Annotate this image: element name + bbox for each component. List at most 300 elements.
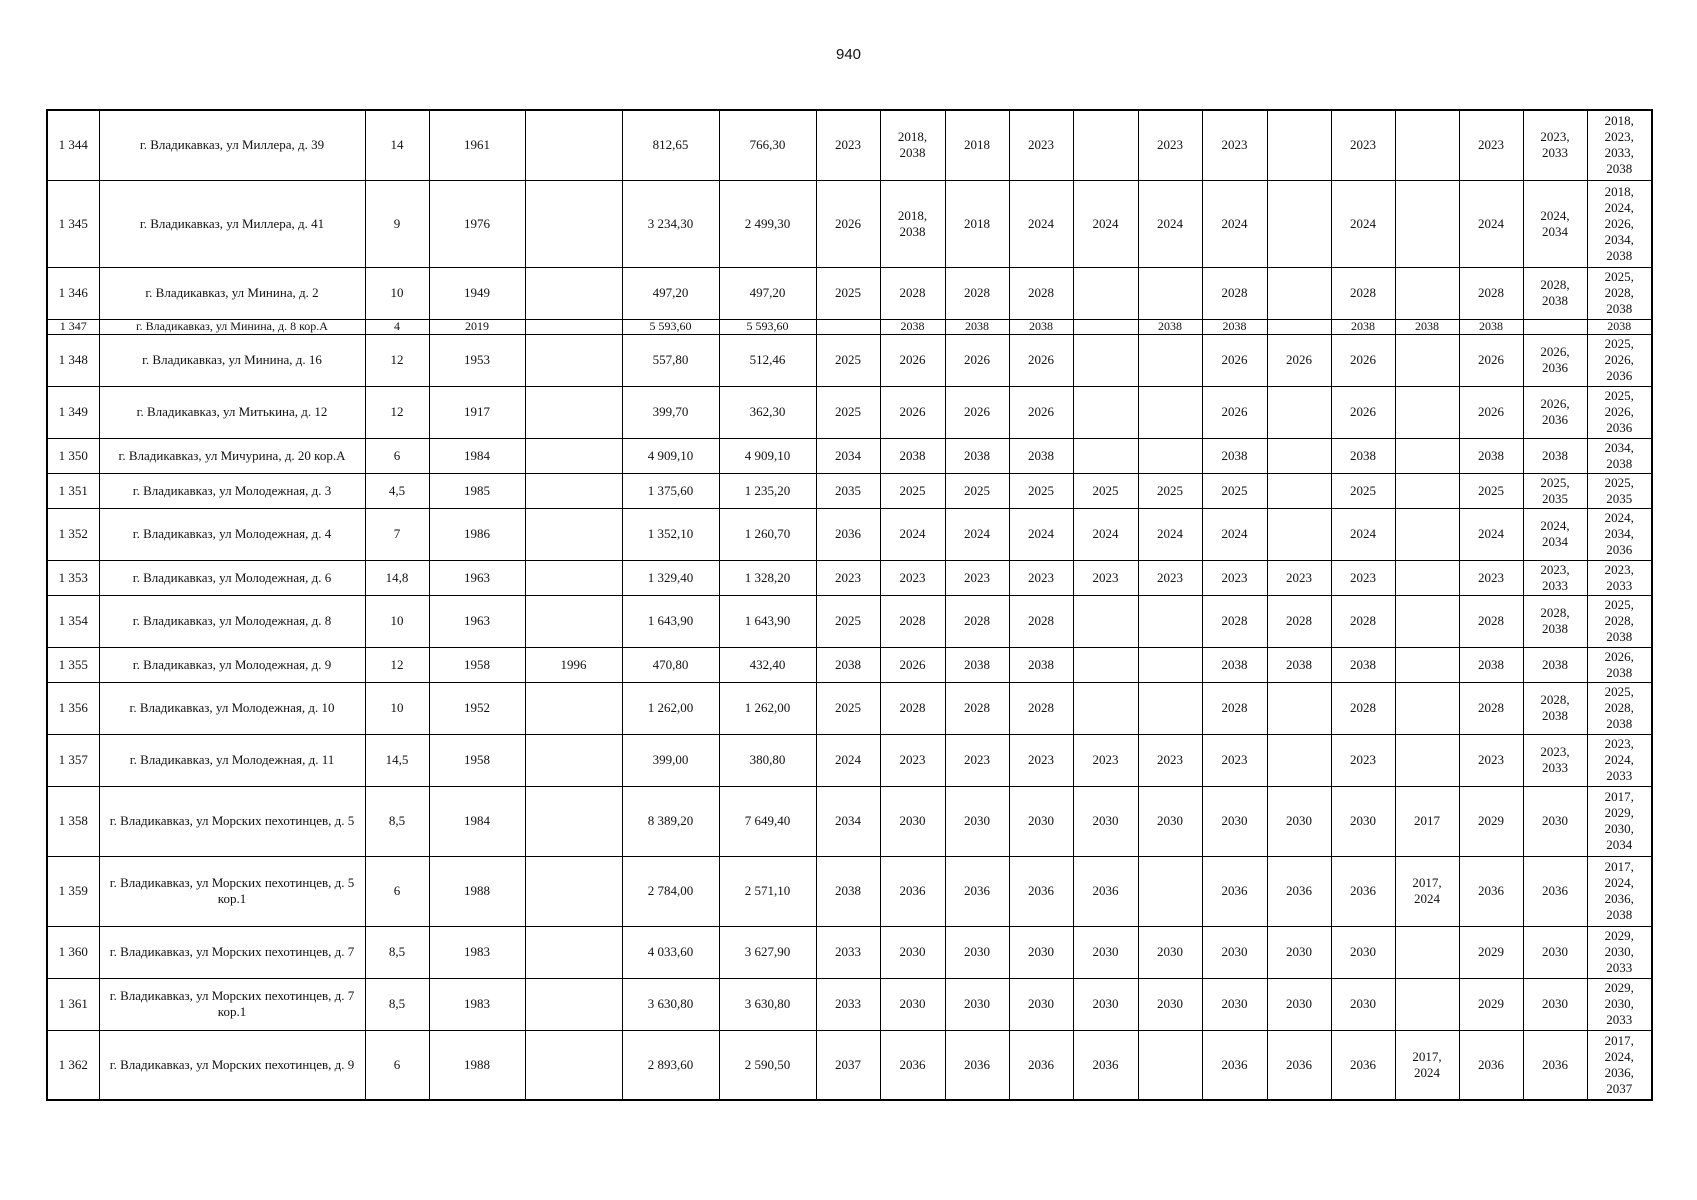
cell-hot-water-repair-year: 2030: [1138, 786, 1202, 856]
cell-cold-water-repair-year: 2028: [1202, 682, 1267, 734]
cell-living-area: 1 328,20: [719, 560, 816, 595]
cell-basement-repair-year: 2023: [1009, 734, 1073, 786]
cell-basement-repair-year: 2030: [1009, 786, 1073, 856]
cell-electric-repair-year: 2026: [1459, 334, 1523, 386]
table-row: [47, 978, 1652, 1030]
cell-build-year: 1961: [429, 110, 525, 180]
cell-foundation-repair-year: 2018: [945, 180, 1009, 267]
cell-living-area: 3 627,90: [719, 926, 816, 978]
cell-roof-repair-year: [816, 319, 880, 334]
cell-electric-repair-year: 2036: [1459, 1030, 1523, 1100]
cell-gas-repair-year: 2036: [1267, 856, 1331, 926]
cell-sewer-repair-year: 2026: [1331, 386, 1395, 438]
cell-foundation-repair-year: 2036: [945, 1030, 1009, 1100]
cell-elevator-repair-year: [1395, 978, 1459, 1030]
cell-elevator-repair-year: 2017, 2024: [1395, 856, 1459, 926]
cell-hot-water-repair-year: 2038: [1138, 319, 1202, 334]
cell-heating-repair-year: 2030: [1073, 926, 1138, 978]
cell-gas-repair-year: 2038: [1267, 647, 1331, 682]
cell-wear-percent: 14,8: [365, 560, 429, 595]
housing-repair-schedule-table: [46, 109, 1653, 1101]
cell-cold-water-repair-year: 2025: [1202, 473, 1267, 508]
cell-address: г. Владикавказ, ул Морских пехотинцев, д. 7 кор.1: [99, 978, 365, 1030]
cell-cold-water-repair-year: 2038: [1202, 647, 1267, 682]
cell-heating-repair-year: 2024: [1073, 508, 1138, 560]
cell-build-year: 1986: [429, 508, 525, 560]
cell-wear-percent: 6: [365, 438, 429, 473]
cell-gas-repair-year: 2028: [1267, 595, 1331, 647]
cell-cold-water-repair-year: 2024: [1202, 508, 1267, 560]
cell-reconstruction-year: [525, 386, 622, 438]
cell-gas-repair-year: [1267, 682, 1331, 734]
cell-facade-repair-year: 2028: [880, 267, 945, 319]
table-row: [47, 334, 1652, 386]
cell-reconstruction-year: [525, 319, 622, 334]
cell-gas-repair-year: [1267, 734, 1331, 786]
table-row: [47, 386, 1652, 438]
cell-hot-water-repair-year: [1138, 682, 1202, 734]
cell-basement-repair-year: 2026: [1009, 334, 1073, 386]
cell-hot-water-repair-year: 2030: [1138, 926, 1202, 978]
cell-electric-repair-year: 2038: [1459, 647, 1523, 682]
cell-metering-install-year: 2026, 2036: [1523, 334, 1587, 386]
cell-living-area: 1 643,90: [719, 595, 816, 647]
cell-sewer-repair-year: 2038: [1331, 438, 1395, 473]
cell-elevator-repair-year: [1395, 560, 1459, 595]
cell-total-area: 1 352,10: [622, 508, 719, 560]
cell-metering-install-year: 2028, 2038: [1523, 267, 1587, 319]
cell-build-year: 1988: [429, 856, 525, 926]
cell-cold-water-repair-year: 2023: [1202, 560, 1267, 595]
cell-metering-install-year: 2036: [1523, 856, 1587, 926]
cell-total-area: 3 234,30: [622, 180, 719, 267]
cell-heating-repair-year: 2025: [1073, 473, 1138, 508]
cell-gas-repair-year: [1267, 438, 1331, 473]
cell-metering-install-year: 2024, 2034: [1523, 508, 1587, 560]
cell-living-area: 4 909,10: [719, 438, 816, 473]
cell-hot-water-repair-year: [1138, 438, 1202, 473]
cell-elevator-repair-year: [1395, 438, 1459, 473]
cell-foundation-repair-year: 2026: [945, 386, 1009, 438]
cell-foundation-repair-year: 2030: [945, 926, 1009, 978]
cell-elevator-repair-year: [1395, 508, 1459, 560]
cell-roof-repair-year: 2025: [816, 682, 880, 734]
cell-electric-repair-year: 2036: [1459, 856, 1523, 926]
cell-hot-water-repair-year: 2025: [1138, 473, 1202, 508]
cell-row-number: 1 345: [47, 180, 99, 267]
cell-facade-repair-year: 2025: [880, 473, 945, 508]
cell-reconstruction-year: [525, 508, 622, 560]
table-row: [47, 786, 1652, 856]
cell-metering-install-year: 2030: [1523, 978, 1587, 1030]
cell-total-area: 470,80: [622, 647, 719, 682]
cell-heating-repair-year: 2024: [1073, 180, 1138, 267]
cell-wear-percent: 8,5: [365, 786, 429, 856]
cell-address: г. Владикавказ, ул Молодежная, д. 6: [99, 560, 365, 595]
cell-elevator-repair-year: [1395, 473, 1459, 508]
cell-facade-repair-year: 2028: [880, 682, 945, 734]
cell-sewer-repair-year: 2028: [1331, 595, 1395, 647]
cell-basement-repair-year: 2036: [1009, 856, 1073, 926]
cell-row-number: 1 362: [47, 1030, 99, 1100]
cell-total-area: 4 909,10: [622, 438, 719, 473]
cell-foundation-repair-year: 2038: [945, 319, 1009, 334]
cell-basement-repair-year: 2028: [1009, 682, 1073, 734]
cell-address: г. Владикавказ, ул Молодежная, д. 9: [99, 647, 365, 682]
cell-electric-repair-year: 2029: [1459, 926, 1523, 978]
cell-foundation-repair-year: 2026: [945, 334, 1009, 386]
cell-build-year: 1985: [429, 473, 525, 508]
cell-overall-repair-years: 2034, 2038: [1587, 438, 1652, 473]
page-number: 940: [835, 46, 862, 63]
cell-sewer-repair-year: 2038: [1331, 647, 1395, 682]
table-row: [47, 1030, 1652, 1100]
cell-sewer-repair-year: 2036: [1331, 856, 1395, 926]
cell-heating-repair-year: [1073, 682, 1138, 734]
cell-address: г. Владикавказ, ул Морских пехотинцев, д. 5 кор.1: [99, 856, 365, 926]
cell-roof-repair-year: 2038: [816, 856, 880, 926]
cell-total-area: 497,20: [622, 267, 719, 319]
cell-heating-repair-year: [1073, 334, 1138, 386]
cell-electric-repair-year: 2029: [1459, 786, 1523, 856]
cell-build-year: 1952: [429, 682, 525, 734]
cell-living-area: 362,30: [719, 386, 816, 438]
table-row: [47, 473, 1652, 508]
cell-wear-percent: 12: [365, 647, 429, 682]
cell-wear-percent: 12: [365, 334, 429, 386]
cell-total-area: 8 389,20: [622, 786, 719, 856]
cell-address: г. Владикавказ, ул Минина, д. 16: [99, 334, 365, 386]
cell-basement-repair-year: 2028: [1009, 267, 1073, 319]
cell-sewer-repair-year: 2030: [1331, 786, 1395, 856]
cell-overall-repair-years: 2025, 2028, 2038: [1587, 595, 1652, 647]
cell-foundation-repair-year: 2036: [945, 856, 1009, 926]
cell-hot-water-repair-year: [1138, 334, 1202, 386]
cell-roof-repair-year: 2026: [816, 180, 880, 267]
cell-basement-repair-year: 2038: [1009, 647, 1073, 682]
cell-living-area: 512,46: [719, 334, 816, 386]
cell-total-area: 557,80: [622, 334, 719, 386]
cell-sewer-repair-year: 2025: [1331, 473, 1395, 508]
cell-facade-repair-year: 2030: [880, 978, 945, 1030]
cell-row-number: 1 351: [47, 473, 99, 508]
cell-wear-percent: 4,5: [365, 473, 429, 508]
cell-total-area: 4 033,60: [622, 926, 719, 978]
cell-overall-repair-years: 2025, 2028, 2038: [1587, 267, 1652, 319]
cell-reconstruction-year: [525, 978, 622, 1030]
cell-row-number: 1 356: [47, 682, 99, 734]
cell-sewer-repair-year: 2024: [1331, 508, 1395, 560]
cell-foundation-repair-year: 2030: [945, 978, 1009, 1030]
cell-hot-water-repair-year: 2023: [1138, 734, 1202, 786]
cell-foundation-repair-year: 2023: [945, 734, 1009, 786]
cell-wear-percent: 8,5: [365, 978, 429, 1030]
cell-basement-repair-year: 2024: [1009, 508, 1073, 560]
cell-elevator-repair-year: 2017, 2024: [1395, 1030, 1459, 1100]
cell-foundation-repair-year: 2023: [945, 560, 1009, 595]
cell-metering-install-year: 2030: [1523, 786, 1587, 856]
cell-gas-repair-year: [1267, 473, 1331, 508]
cell-elevator-repair-year: [1395, 110, 1459, 180]
cell-facade-repair-year: 2024: [880, 508, 945, 560]
cell-reconstruction-year: [525, 334, 622, 386]
cell-hot-water-repair-year: [1138, 856, 1202, 926]
cell-metering-install-year: 2038: [1523, 438, 1587, 473]
cell-row-number: 1 344: [47, 110, 99, 180]
cell-hot-water-repair-year: [1138, 267, 1202, 319]
cell-metering-install-year: 2028, 2038: [1523, 595, 1587, 647]
cell-build-year: 1984: [429, 438, 525, 473]
cell-foundation-repair-year: 2030: [945, 786, 1009, 856]
cell-gas-repair-year: [1267, 319, 1331, 334]
table-row: [47, 647, 1652, 682]
table-row: [47, 926, 1652, 978]
table-row: [47, 110, 1652, 180]
cell-facade-repair-year: 2038: [880, 319, 945, 334]
cell-reconstruction-year: [525, 786, 622, 856]
cell-address: г. Владикавказ, ул Молодежная, д. 8: [99, 595, 365, 647]
cell-elevator-repair-year: 2017: [1395, 786, 1459, 856]
cell-basement-repair-year: 2026: [1009, 386, 1073, 438]
cell-total-area: 1 643,90: [622, 595, 719, 647]
cell-row-number: 1 357: [47, 734, 99, 786]
cell-living-area: 7 649,40: [719, 786, 816, 856]
cell-overall-repair-years: 2017, 2024, 2036, 2037: [1587, 1030, 1652, 1100]
cell-reconstruction-year: [525, 267, 622, 319]
cell-cold-water-repair-year: 2030: [1202, 926, 1267, 978]
cell-metering-install-year: 2028, 2038: [1523, 682, 1587, 734]
cell-living-area: 1 262,00: [719, 682, 816, 734]
table-row: [47, 560, 1652, 595]
cell-gas-repair-year: 2030: [1267, 786, 1331, 856]
cell-heating-repair-year: 2030: [1073, 786, 1138, 856]
cell-sewer-repair-year: 2038: [1331, 319, 1395, 334]
cell-cold-water-repair-year: 2024: [1202, 180, 1267, 267]
table-row: [47, 438, 1652, 473]
cell-build-year: 1963: [429, 560, 525, 595]
cell-reconstruction-year: [525, 110, 622, 180]
cell-row-number: 1 359: [47, 856, 99, 926]
cell-build-year: 1984: [429, 786, 525, 856]
cell-basement-repair-year: 2028: [1009, 595, 1073, 647]
cell-overall-repair-years: 2024, 2034, 2036: [1587, 508, 1652, 560]
cell-foundation-repair-year: 2028: [945, 682, 1009, 734]
cell-heating-repair-year: 2023: [1073, 734, 1138, 786]
cell-facade-repair-year: 2023: [880, 734, 945, 786]
cell-address: г. Владикавказ, ул Миллера, д. 41: [99, 180, 365, 267]
cell-build-year: 1983: [429, 978, 525, 1030]
cell-electric-repair-year: 2023: [1459, 734, 1523, 786]
cell-reconstruction-year: [525, 595, 622, 647]
cell-facade-repair-year: 2023: [880, 560, 945, 595]
cell-sewer-repair-year: 2030: [1331, 978, 1395, 1030]
cell-wear-percent: 10: [365, 267, 429, 319]
cell-living-area: 432,40: [719, 647, 816, 682]
cell-overall-repair-years: 2017, 2029, 2030, 2034: [1587, 786, 1652, 856]
cell-build-year: 1963: [429, 595, 525, 647]
cell-build-year: 1983: [429, 926, 525, 978]
cell-roof-repair-year: 2023: [816, 560, 880, 595]
cell-electric-repair-year: 2029: [1459, 978, 1523, 1030]
cell-facade-repair-year: 2026: [880, 647, 945, 682]
cell-metering-install-year: 2038: [1523, 647, 1587, 682]
cell-wear-percent: 14: [365, 110, 429, 180]
cell-foundation-repair-year: 2028: [945, 267, 1009, 319]
cell-wear-percent: 10: [365, 595, 429, 647]
cell-address: г. Владикавказ, ул Молодежная, д. 10: [99, 682, 365, 734]
cell-electric-repair-year: 2023: [1459, 110, 1523, 180]
table-row: [47, 856, 1652, 926]
cell-facade-repair-year: 2018, 2038: [880, 110, 945, 180]
cell-electric-repair-year: 2023: [1459, 560, 1523, 595]
cell-build-year: 1958: [429, 734, 525, 786]
cell-sewer-repair-year: 2023: [1331, 110, 1395, 180]
cell-address: г. Владикавказ, ул Минина, д. 8 кор.А: [99, 319, 365, 334]
cell-row-number: 1 349: [47, 386, 99, 438]
cell-living-area: 2 571,10: [719, 856, 816, 926]
table-row: [47, 734, 1652, 786]
cell-electric-repair-year: 2028: [1459, 682, 1523, 734]
cell-metering-install-year: 2036: [1523, 1030, 1587, 1100]
cell-wear-percent: 8,5: [365, 926, 429, 978]
cell-wear-percent: 7: [365, 508, 429, 560]
table-row: [47, 267, 1652, 319]
cell-electric-repair-year: 2028: [1459, 267, 1523, 319]
cell-wear-percent: 6: [365, 856, 429, 926]
cell-facade-repair-year: 2030: [880, 786, 945, 856]
cell-electric-repair-year: 2024: [1459, 180, 1523, 267]
cell-heating-repair-year: [1073, 438, 1138, 473]
cell-living-area: 766,30: [719, 110, 816, 180]
cell-cold-water-repair-year: 2038: [1202, 438, 1267, 473]
cell-sewer-repair-year: 2023: [1331, 560, 1395, 595]
cell-roof-repair-year: 2034: [816, 438, 880, 473]
cell-heating-repair-year: [1073, 110, 1138, 180]
cell-overall-repair-years: 2026, 2038: [1587, 647, 1652, 682]
cell-hot-water-repair-year: 2024: [1138, 180, 1202, 267]
cell-electric-repair-year: 2038: [1459, 438, 1523, 473]
cell-cold-water-repair-year: 2030: [1202, 786, 1267, 856]
cell-facade-repair-year: 2036: [880, 1030, 945, 1100]
cell-total-area: 1 262,00: [622, 682, 719, 734]
cell-row-number: 1 352: [47, 508, 99, 560]
cell-gas-repair-year: 2026: [1267, 334, 1331, 386]
cell-cold-water-repair-year: 2026: [1202, 334, 1267, 386]
cell-gas-repair-year: [1267, 508, 1331, 560]
cell-overall-repair-years: 2025, 2035: [1587, 473, 1652, 508]
cell-roof-repair-year: 2025: [816, 334, 880, 386]
cell-cold-water-repair-year: 2036: [1202, 856, 1267, 926]
cell-cold-water-repair-year: 2028: [1202, 267, 1267, 319]
cell-roof-repair-year: 2033: [816, 926, 880, 978]
cell-heating-repair-year: [1073, 595, 1138, 647]
cell-basement-repair-year: 2030: [1009, 926, 1073, 978]
cell-elevator-repair-year: [1395, 926, 1459, 978]
cell-overall-repair-years: 2023, 2024, 2033: [1587, 734, 1652, 786]
cell-row-number: 1 353: [47, 560, 99, 595]
cell-reconstruction-year: [525, 180, 622, 267]
cell-cold-water-repair-year: 2023: [1202, 110, 1267, 180]
cell-address: г. Владикавказ, ул Миллера, д. 39: [99, 110, 365, 180]
cell-reconstruction-year: 1996: [525, 647, 622, 682]
cell-gas-repair-year: 2030: [1267, 978, 1331, 1030]
cell-elevator-repair-year: [1395, 595, 1459, 647]
cell-foundation-repair-year: 2024: [945, 508, 1009, 560]
cell-heating-repair-year: 2036: [1073, 1030, 1138, 1100]
cell-overall-repair-years: 2025, 2026, 2036: [1587, 386, 1652, 438]
cell-overall-repair-years: 2023, 2033: [1587, 560, 1652, 595]
cell-cold-water-repair-year: 2036: [1202, 1030, 1267, 1100]
cell-total-area: 2 784,00: [622, 856, 719, 926]
cell-row-number: 1 346: [47, 267, 99, 319]
cell-row-number: 1 358: [47, 786, 99, 856]
cell-living-area: 380,80: [719, 734, 816, 786]
cell-facade-repair-year: 2030: [880, 926, 945, 978]
cell-roof-repair-year: 2034: [816, 786, 880, 856]
cell-row-number: 1 354: [47, 595, 99, 647]
cell-cold-water-repair-year: 2028: [1202, 595, 1267, 647]
cell-overall-repair-years: 2018, 2024, 2026, 2034, 2038: [1587, 180, 1652, 267]
cell-hot-water-repair-year: [1138, 647, 1202, 682]
cell-overall-repair-years: 2025, 2026, 2036: [1587, 334, 1652, 386]
cell-wear-percent: 9: [365, 180, 429, 267]
cell-reconstruction-year: [525, 1030, 622, 1100]
cell-basement-repair-year: 2038: [1009, 319, 1073, 334]
cell-wear-percent: 14,5: [365, 734, 429, 786]
cell-metering-install-year: 2026, 2036: [1523, 386, 1587, 438]
cell-build-year: 1949: [429, 267, 525, 319]
cell-heating-repair-year: 2030: [1073, 978, 1138, 1030]
cell-overall-repair-years: 2017, 2024, 2036, 2038: [1587, 856, 1652, 926]
cell-gas-repair-year: [1267, 180, 1331, 267]
cell-wear-percent: 4: [365, 319, 429, 334]
cell-address: г. Владикавказ, ул Минина, д. 2: [99, 267, 365, 319]
cell-basement-repair-year: 2030: [1009, 978, 1073, 1030]
cell-foundation-repair-year: 2038: [945, 647, 1009, 682]
cell-sewer-repair-year: 2028: [1331, 682, 1395, 734]
cell-elevator-repair-year: 2038: [1395, 319, 1459, 334]
cell-wear-percent: 12: [365, 386, 429, 438]
cell-total-area: 399,00: [622, 734, 719, 786]
cell-cold-water-repair-year: 2038: [1202, 319, 1267, 334]
cell-reconstruction-year: [525, 926, 622, 978]
cell-roof-repair-year: 2038: [816, 647, 880, 682]
cell-living-area: 3 630,80: [719, 978, 816, 1030]
cell-basement-repair-year: 2038: [1009, 438, 1073, 473]
cell-row-number: 1 361: [47, 978, 99, 1030]
cell-heating-repair-year: 2036: [1073, 856, 1138, 926]
table-row: [47, 595, 1652, 647]
cell-reconstruction-year: [525, 682, 622, 734]
cell-overall-repair-years: 2029, 2030, 2033: [1587, 926, 1652, 978]
cell-roof-repair-year: 2023: [816, 110, 880, 180]
cell-row-number: 1 348: [47, 334, 99, 386]
cell-total-area: 1 375,60: [622, 473, 719, 508]
cell-metering-install-year: 2023, 2033: [1523, 560, 1587, 595]
cell-facade-repair-year: 2038: [880, 438, 945, 473]
cell-living-area: 2 590,50: [719, 1030, 816, 1100]
cell-facade-repair-year: 2026: [880, 386, 945, 438]
cell-overall-repair-years: 2018, 2023, 2033, 2038: [1587, 110, 1652, 180]
cell-reconstruction-year: [525, 473, 622, 508]
cell-address: г. Владикавказ, ул Морских пехотинцев, д. 5: [99, 786, 365, 856]
cell-address: г. Владикавказ, ул Морских пехотинцев, д. 7: [99, 926, 365, 978]
cell-sewer-repair-year: 2028: [1331, 267, 1395, 319]
cell-gas-repair-year: 2036: [1267, 1030, 1331, 1100]
cell-metering-install-year: 2023, 2033: [1523, 734, 1587, 786]
cell-hot-water-repair-year: [1138, 1030, 1202, 1100]
cell-build-year: 1958: [429, 647, 525, 682]
